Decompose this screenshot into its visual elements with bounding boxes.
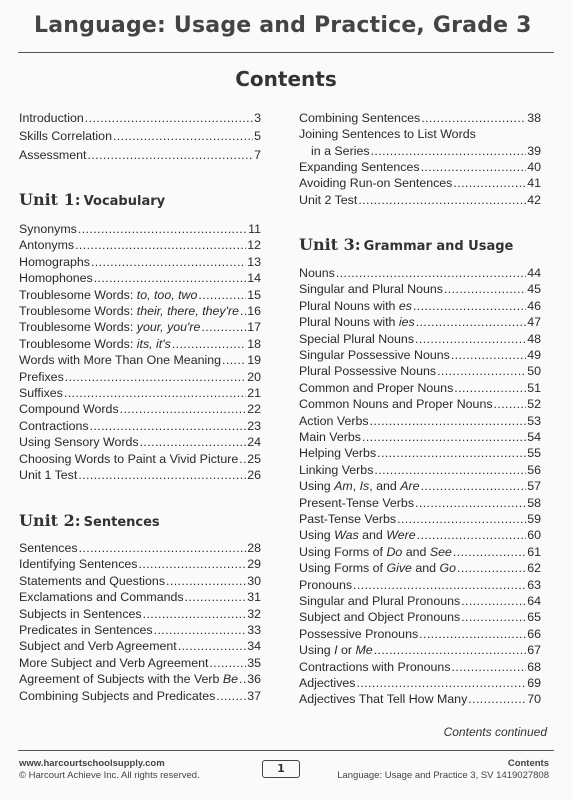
entry-page: 51 [527, 380, 541, 395]
toc-entry[interactable] [19, 337, 261, 352]
dot-leader [362, 430, 526, 445]
toc-entry[interactable] [299, 111, 541, 126]
entry-title: Singular and Plural Nouns [299, 282, 443, 297]
toc-entry[interactable] [19, 452, 261, 467]
entry-page: 61 [527, 544, 541, 559]
entry-title: Homophones [19, 271, 93, 286]
footer-divider [18, 750, 554, 751]
entry-title: Common Nouns and Proper Nouns [299, 397, 493, 412]
entry-title: Nouns [299, 266, 335, 280]
entry-title: Using Am, Is, and Are [299, 479, 420, 494]
dot-leader [377, 446, 526, 461]
dot-leader [457, 561, 526, 576]
toc-entry[interactable] [19, 304, 261, 319]
toc-entry[interactable] [19, 435, 261, 450]
entry-page: 33 [247, 623, 261, 637]
entry-page: 23 [247, 418, 261, 433]
entry-title: Statements and Questions [19, 573, 166, 588]
dot-leader [64, 386, 246, 401]
toc-entry[interactable] [19, 590, 261, 605]
dot-leader [419, 627, 526, 642]
entry-page: 65 [527, 610, 541, 625]
toc-entry[interactable] [299, 660, 541, 675]
entry-title: Singular Possessive Nouns [299, 348, 450, 362]
entry-page: 63 [527, 577, 541, 592]
entry-title: Unit 1 Test [19, 468, 78, 482]
dot-leader [120, 402, 247, 417]
dot-leader [358, 193, 526, 208]
unit-name: Vocabulary [83, 194, 166, 209]
toc-entry[interactable] [19, 468, 261, 483]
entry-page: 49 [527, 348, 541, 362]
entry-title: Using Forms of Give and Go [299, 561, 457, 576]
dot-leader [78, 468, 246, 483]
toc-entry[interactable] [299, 176, 541, 191]
toc-entry[interactable] [299, 397, 541, 412]
entry-page: 28 [247, 541, 261, 555]
entry-page: 69 [527, 676, 541, 690]
entry-page: 54 [527, 430, 541, 444]
toc-entry[interactable] [299, 193, 541, 208]
entry-title: Troublesome Words: their, there, they're [19, 304, 239, 318]
dot-leader [416, 315, 527, 330]
entry-title: Introduction [19, 111, 84, 125]
toc-entry[interactable] [19, 689, 261, 704]
entry-page: 45 [527, 282, 541, 297]
entry-page: 13 [247, 254, 261, 269]
dot-leader [374, 463, 526, 478]
toc-entry[interactable] [299, 610, 541, 625]
entry-page: 48 [527, 331, 541, 346]
entry-title: Antonyms [19, 238, 75, 253]
unit-name: Grammar and Usage [363, 239, 514, 254]
dot-leader [240, 304, 246, 319]
toc-entry[interactable] [19, 386, 261, 401]
entry-title: Synonyms [19, 222, 77, 236]
entry-title: Possessive Pronouns [299, 626, 419, 641]
entry-title: Combining Sentences [299, 111, 421, 125]
entry-page: 12 [247, 238, 261, 253]
toc-entry[interactable] [19, 271, 261, 286]
dot-leader [198, 288, 246, 303]
dot-leader [371, 144, 527, 159]
unit-1-heading [19, 190, 165, 210]
entry-page: 16 [247, 304, 261, 318]
entry-title: in a Series [311, 144, 370, 158]
entry-page: 17 [247, 320, 261, 335]
toc-entry[interactable] [19, 353, 261, 368]
toc-entry[interactable] [299, 299, 541, 314]
entry-page: 15 [247, 287, 261, 302]
toc-entry[interactable] [19, 111, 261, 126]
entry-page: 55 [527, 446, 541, 461]
entry-title: Agreement of Subjects with the Verb Be [19, 672, 239, 687]
toc-entry[interactable] [299, 381, 541, 396]
dot-leader [468, 692, 526, 707]
entry-page: 58 [527, 495, 541, 510]
entry-title: Pronouns [299, 577, 353, 592]
entry-title: Using Forms of Do and See [299, 544, 452, 559]
toc-entry[interactable] [299, 414, 541, 429]
dot-leader [353, 578, 526, 593]
entry-title: Plural Nouns with ies [299, 315, 415, 330]
dot-leader [140, 435, 247, 450]
dot-leader [437, 364, 526, 379]
entry-title: Troublesome Words: your, you're [19, 320, 201, 335]
unit-2-heading [19, 511, 160, 531]
dot-leader [172, 337, 246, 352]
entry-title: Identifying Sentences [19, 557, 138, 572]
dot-leader [143, 607, 247, 622]
entry-title: Troublesome Words: to, too, two [19, 287, 198, 302]
dot-leader [185, 590, 247, 605]
entry-page: 42 [527, 192, 541, 207]
toc-entry[interactable] [299, 430, 541, 445]
entry-title: Unit 2 Test [299, 192, 358, 207]
entry-page: 39 [527, 144, 541, 158]
dot-leader [415, 332, 526, 347]
toc-entry[interactable] [299, 561, 541, 576]
unit-number: Unit 2: [19, 511, 81, 530]
toc-entry[interactable] [299, 692, 541, 707]
entry-page: 5 [254, 129, 261, 143]
entry-page: 66 [527, 626, 541, 641]
dot-leader [209, 656, 246, 671]
copyright-notice: © Harcourt Achieve Inc. All rights reserved. [19, 770, 200, 781]
unit-number: Unit 1: [19, 190, 81, 209]
toc-entry-line: Joining Sentences to List Words [299, 127, 476, 141]
entry-title: Special Plural Nouns [299, 331, 415, 346]
entry-page: 19 [247, 353, 261, 368]
entry-title: Past-Tense Verbs [299, 512, 397, 526]
entry-page: 32 [247, 606, 261, 621]
toc-entry[interactable] [299, 332, 541, 347]
entry-page: 31 [247, 590, 261, 605]
toc-entry[interactable] [299, 364, 541, 379]
dot-leader [461, 594, 526, 609]
entry-page: 30 [247, 573, 261, 588]
footer-left [19, 758, 200, 782]
entry-page: 47 [527, 315, 541, 330]
entry-page: 25 [247, 451, 261, 466]
entry-title: Contractions [19, 418, 89, 433]
entry-page: 40 [527, 160, 541, 174]
entry-page: 62 [527, 561, 541, 576]
entry-page: 70 [527, 692, 541, 707]
dot-leader [90, 419, 247, 434]
entry-page: 21 [247, 386, 261, 400]
toc-entry[interactable] [299, 545, 541, 560]
entry-page: 36 [247, 672, 261, 687]
dot-leader [91, 255, 246, 270]
unit-number: Unit 3: [299, 235, 361, 254]
entry-title: Subject and Object Pronouns [299, 610, 461, 625]
toc-entry[interactable] [19, 623, 261, 638]
dot-leader [415, 496, 526, 511]
dot-leader [356, 676, 526, 691]
dot-leader [452, 660, 527, 675]
toc-entry[interactable] [19, 557, 261, 572]
entry-title: Linking Verbs [299, 462, 374, 477]
toc-entry[interactable] [299, 594, 541, 609]
entry-page: 26 [247, 468, 261, 482]
dot-leader [113, 129, 253, 144]
dot-leader [461, 610, 526, 625]
dot-leader [85, 111, 253, 126]
entry-title: Skills Correlation [19, 129, 112, 143]
entry-page: 38 [527, 111, 541, 125]
dot-leader [453, 545, 526, 560]
contents-continued-note: Contents continued [443, 725, 547, 739]
dot-leader [370, 414, 527, 429]
dot-leader [222, 353, 246, 368]
dot-leader [397, 512, 526, 527]
footer-right [337, 758, 549, 782]
entry-page: 34 [247, 639, 261, 654]
entry-page: 52 [527, 397, 541, 412]
toc-entry[interactable] [19, 255, 261, 270]
dot-leader [79, 541, 247, 556]
toc-entry[interactable] [19, 419, 261, 434]
toc-entry[interactable] [19, 541, 261, 556]
entry-title: Words with More Than One Meaning [19, 353, 222, 368]
entry-page: 50 [527, 364, 541, 379]
entry-title: Exclamations and Commands [19, 590, 184, 605]
entry-page: 41 [527, 176, 541, 191]
book-title: Language: Usage and Practice, Grade 3 [34, 13, 532, 38]
entry-title: Avoiding Run-on Sentences [299, 176, 453, 191]
toc-entry[interactable] [19, 129, 261, 144]
entry-page: 57 [527, 479, 541, 494]
dot-leader [166, 574, 246, 589]
toc-entry[interactable] [299, 315, 541, 330]
entry-page: 67 [527, 643, 541, 658]
entry-page: 29 [247, 557, 261, 572]
toc-entry[interactable] [299, 266, 541, 281]
entry-page: 14 [247, 271, 261, 286]
entry-title: Predicates in Sentences [19, 623, 153, 637]
contents-heading: Contents [235, 67, 337, 91]
entry-page: 11 [248, 222, 261, 236]
entry-page: 68 [527, 659, 541, 674]
toc-entry[interactable] [19, 320, 261, 335]
toc-entry[interactable] [299, 643, 541, 658]
entry-title: Plural Nouns with es [299, 298, 412, 313]
toc-entry[interactable] [19, 672, 261, 687]
entry-title: Suffixes [19, 386, 63, 400]
dot-leader [94, 271, 247, 286]
toc-entry[interactable] [299, 160, 541, 175]
dot-leader [444, 282, 526, 297]
toc-entry[interactable] [19, 370, 261, 385]
dot-leader [239, 672, 246, 687]
entry-title: Using Sensory Words [19, 435, 139, 450]
dot-leader [453, 176, 526, 191]
entry-page: 64 [527, 594, 541, 608]
toc-entry[interactable] [19, 222, 261, 237]
toc-entry[interactable] [19, 607, 261, 622]
dot-leader [451, 348, 526, 363]
dot-leader [239, 452, 246, 467]
entry-page: 59 [527, 512, 541, 526]
entry-title: Subject and Verb Agreement [19, 639, 177, 654]
entry-title: Contractions with Pronouns [299, 659, 451, 674]
entry-title: Using Was and Were [299, 528, 416, 543]
page-number: 1 [262, 760, 300, 778]
toc-entry[interactable] [299, 144, 541, 159]
entry-title: Sentences [19, 541, 78, 555]
dot-leader [78, 222, 247, 237]
dot-leader [374, 643, 527, 658]
dot-leader [494, 397, 527, 412]
dot-leader [421, 160, 527, 175]
entry-page: 37 [247, 688, 261, 703]
entry-page: 24 [247, 435, 261, 450]
toc-entry[interactable] [299, 528, 541, 543]
entry-page: 20 [247, 369, 261, 384]
unit-3-heading [299, 235, 513, 255]
entry-title: Present-Tense Verbs [299, 495, 415, 510]
toc-entry[interactable] [299, 676, 541, 691]
entry-title: Singular and Plural Pronouns [299, 594, 461, 608]
entry-title: Adjectives That Tell How Many [299, 692, 468, 707]
dot-leader [87, 148, 253, 163]
section-name: Contents [507, 758, 549, 769]
entry-page: 7 [254, 148, 261, 162]
dot-leader [417, 528, 527, 543]
toc-entry[interactable] [299, 479, 541, 494]
toc-entry[interactable] [19, 574, 261, 589]
toc-entry[interactable] [19, 238, 261, 253]
toc-entry[interactable] [299, 348, 541, 363]
entry-title: Choosing Words to Paint a Vivid Picture [19, 451, 239, 466]
entry-title: Subjects in Sentences [19, 606, 142, 621]
dot-leader [454, 381, 526, 396]
entry-title: Adjectives [299, 676, 356, 690]
entry-title: Troublesome Words: its, it's [19, 336, 171, 351]
dot-leader [178, 639, 246, 654]
toc-entry[interactable] [299, 282, 541, 297]
entry-title: Helping Verbs [299, 446, 377, 461]
entry-page: 60 [527, 528, 541, 543]
entry-title: Common and Proper Nouns [299, 380, 454, 395]
entry-page: 18 [247, 336, 261, 351]
toc-entry[interactable] [19, 656, 261, 671]
entry-page: 56 [527, 462, 541, 477]
toc-entry[interactable] [19, 639, 261, 654]
entry-title: Assessment [19, 148, 87, 162]
toc-entry[interactable] [299, 463, 541, 478]
entry-title: More Subject and Verb Agreement [19, 655, 209, 670]
dot-leader [138, 557, 246, 572]
publisher-url[interactable]: www.harcourtschoolsupply.com [19, 758, 165, 769]
toc-entry[interactable] [299, 578, 541, 593]
entry-page: 46 [527, 298, 541, 313]
entry-title: Homographs [19, 254, 90, 269]
entry-page: 22 [247, 402, 261, 417]
entry-title: Prefixes [19, 369, 64, 384]
dot-leader [336, 266, 526, 281]
dot-leader [421, 111, 526, 126]
toc-entry[interactable] [299, 627, 541, 642]
dot-leader [154, 623, 247, 638]
entry-title: Plural Possessive Nouns [299, 364, 437, 379]
dot-leader [201, 320, 246, 335]
dot-leader [75, 238, 246, 253]
toc-entry[interactable] [299, 512, 541, 527]
unit-name: Sentences [83, 515, 160, 530]
book-reference: Language: Usage and Practice 3, SV 1419027808 [337, 770, 549, 781]
entry-title: Main Verbs [299, 430, 361, 444]
dot-leader [216, 689, 246, 704]
entry-title: Action Verbs [299, 413, 369, 428]
entry-page: 44 [527, 266, 541, 280]
toc-entry[interactable] [19, 288, 261, 303]
entry-page: 53 [527, 413, 541, 428]
toc-entry[interactable] [19, 148, 261, 163]
toc-entry[interactable] [299, 446, 541, 461]
title-divider [18, 52, 554, 53]
entry-title: Expanding Sentences [299, 160, 420, 174]
dot-leader [65, 370, 246, 385]
entry-title: Combining Subjects and Predicates [19, 688, 216, 703]
toc-entry[interactable] [19, 402, 261, 417]
dot-leader [413, 299, 526, 314]
toc-entry[interactable] [299, 496, 541, 511]
entry-title: Compound Words [19, 402, 119, 417]
dot-leader [421, 479, 527, 494]
entry-page: 35 [247, 655, 261, 670]
entry-title: Using I or Me [299, 643, 373, 658]
entry-page: 3 [254, 111, 261, 125]
